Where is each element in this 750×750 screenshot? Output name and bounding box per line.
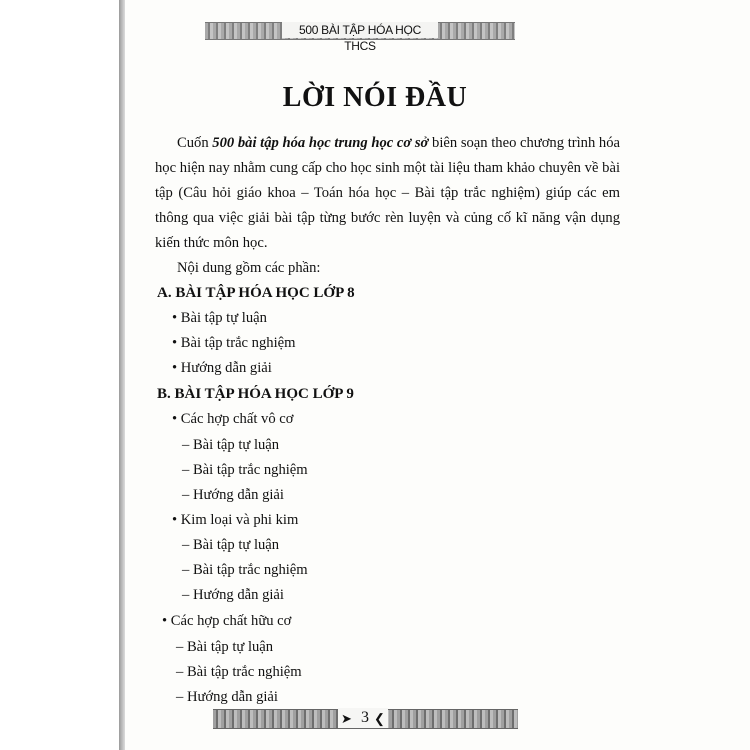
section-b-item: – Bài tập tự luận [182,433,279,458]
section-b-group-title: • Kim loại và phi kim [172,508,298,533]
intro-paragraph [155,131,620,256]
contents-label: Nội dung gồm các phần: [177,260,321,276]
section-b-item: – Bài tập trắc nghiệm [182,558,308,583]
section-b-item: – Hướng dẫn giải [182,583,284,608]
section-b-item: – Hướng dẫn giải [176,685,278,710]
arrow-right-icon: ➤ [341,711,352,726]
book-name: 500 bài tập hóa học trung học cơ sở [212,135,429,151]
section-b-group-title: • Các hợp chất hữu cơ [162,609,291,634]
section-b-item: – Bài tập trắc nghiệm [182,458,308,483]
section-a-title: A. BÀI TẬP HÓA HỌC LỚP 8 [157,285,355,301]
section-b-title: B. BÀI TẬP HÓA HỌC LỚP 9 [157,386,354,402]
section-b-item: – Bài tập tự luận [176,635,273,660]
section-a-item: • Bài tập trắc nghiệm [172,331,295,356]
section-b-item: – Hướng dẫn giải [182,483,284,508]
section-b-group-title: • Các hợp chất vô cơ [172,407,293,432]
intro-rest: biên soạn theo chương trình hóa học hiện nay nhằm cung cấp cho học sinh một tài liệu tham khảo chuyên về bài tập (Câu hỏi giáo khoa – Toán hóa học – Bài tập trắc nghiệm) giúp các em thông qua việc giải bài tập từng bước rèn luyện và củng cố kĩ năng vận dụng kiến thức môn học. [155,135,620,251]
section-a-item: • Bài tập tự luận [172,306,267,331]
intro-prefix: Cuốn [177,135,213,151]
section-b-item: – Bài tập trắc nghiệm [176,660,302,685]
section-a-item: • Hướng dẫn giải [172,356,272,381]
section-b-item: – Bài tập tự luận [182,533,279,558]
arrow-left-icon: ❮ [374,711,385,726]
page-title: LỜI NÓI ĐẦU [282,82,468,113]
running-header: 500 BÀI TẬP HÓA HỌC THCS [282,22,438,38]
page-number: 3 [361,709,369,726]
